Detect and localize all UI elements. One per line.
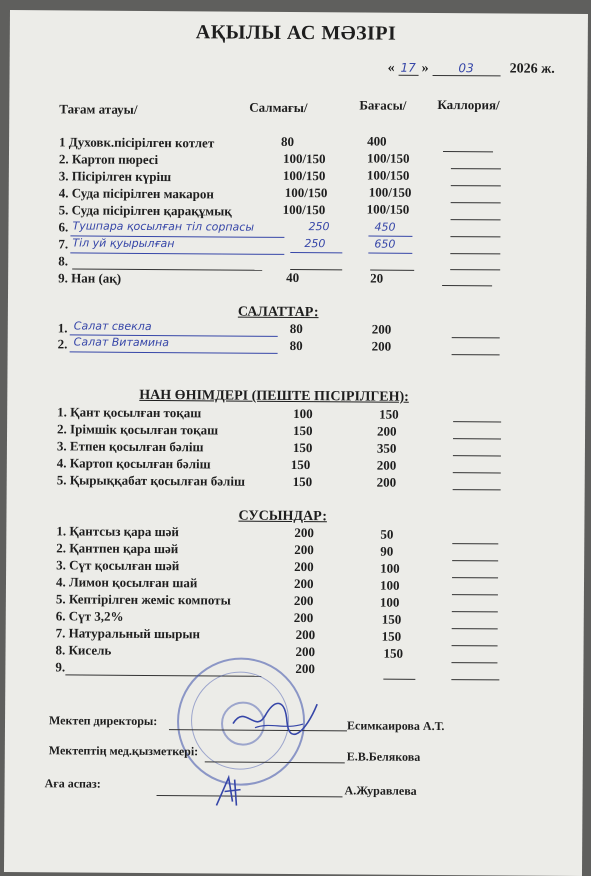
date-close-quote: » <box>421 60 429 76</box>
salad-prefix: 1. <box>57 320 68 336</box>
date-year: 2026 ж. <box>509 61 555 77</box>
drink-item-name: 2. Қантпен қара шәй <box>56 540 179 557</box>
calorie-blank-line <box>442 285 492 286</box>
bakery-item-weight: 150 <box>290 456 311 473</box>
main-item-name: 2. Картоп пюресі <box>58 151 159 168</box>
drink-item-weight: 200 <box>295 627 316 643</box>
calorie-blank-line <box>451 219 501 220</box>
header-name: Тағам атауы/ <box>59 101 138 117</box>
main-item-price: 450 <box>374 220 396 234</box>
main-item-weight: 100/150 <box>282 150 326 167</box>
director-signature <box>225 694 325 745</box>
bakery-item-weight: 100 <box>293 405 313 422</box>
main-item-price: 100/150 <box>366 201 410 217</box>
bakery-item-weight: 150 <box>293 422 313 439</box>
drink-item-price: 90 <box>380 543 394 559</box>
drink-item-weight: 200 <box>294 558 314 575</box>
main-item-weight: 100/150 <box>282 167 326 184</box>
bakery-item-weight: 150 <box>292 473 313 490</box>
salad-weight: 80 <box>289 337 303 354</box>
calorie-blank-line <box>450 236 500 237</box>
main-item-name: 9. Нан (ақ) <box>58 270 122 286</box>
page-title: АҚЫЛЫ АС МӘЗІРІ <box>195 21 397 45</box>
main-item-price: 650 <box>374 237 396 251</box>
entry-line <box>383 679 415 680</box>
bakery-item-price: 150 <box>379 406 399 422</box>
salad-price: 200 <box>371 321 392 337</box>
header-price: Бағасы/ <box>359 97 407 113</box>
main-item-weight: 80 <box>281 133 295 149</box>
drink-item-price: 150 <box>381 628 402 644</box>
salad-prefix: 2. <box>57 336 68 352</box>
drink-item-weight: 200 <box>295 661 315 677</box>
salad-price: 200 <box>371 338 392 354</box>
calorie-blank-line <box>452 354 500 355</box>
chef-signature <box>210 771 250 811</box>
main-item-weight: 250 <box>308 220 330 234</box>
drink-item-name: 7. Натуральный шырын <box>55 625 201 642</box>
drink-item-weight: 200 <box>294 541 314 558</box>
bakery-item-name: 1. Қант қосылған тоқаш <box>57 404 202 421</box>
drink-item-weight: 200 <box>293 609 314 626</box>
drink-item-name: 1. Қантсыз қара шәй <box>56 523 179 540</box>
bakery-item-name: 2. Ірімшік қосылған тоқаш <box>57 421 219 438</box>
calorie-blank-line <box>452 337 500 338</box>
main-item-price: 100/150 <box>366 167 410 183</box>
calorie-blank-line <box>452 611 498 612</box>
drink-item-price: 100 <box>380 560 400 576</box>
drink-item-price: 50 <box>380 526 394 542</box>
drink-item-name: 8. Кисель <box>55 642 112 658</box>
salad-handwritten: Салат Витамина <box>73 335 170 350</box>
main-item-prefix: 8. <box>58 253 69 269</box>
calorie-blank-line <box>451 202 501 203</box>
signature-role: Мектептің мед.қызметкері: <box>48 743 199 759</box>
main-item-price: 20 <box>370 270 384 286</box>
main-item-name: 4. Суда пісірілген макарон <box>58 185 214 202</box>
drink-item-name: 9. <box>55 659 66 675</box>
main-item-name: 1 Духовк.пісірілген котлет <box>59 134 215 151</box>
calorie-blank-line <box>453 421 501 422</box>
drink-item-price: 150 <box>383 645 404 661</box>
salad-handwritten: Салат свекла <box>73 319 152 333</box>
calorie-blank-line <box>453 472 501 473</box>
main-item-weight: 100/150 <box>282 201 326 218</box>
drinks-title: СУСЫНДАР: <box>238 508 327 525</box>
calorie-blank-line <box>452 628 498 629</box>
main-item-handwritten: Тушпара қосылған тіл сорпасы <box>72 219 255 234</box>
main-item-name: 3. Пісірілген күріш <box>58 168 172 185</box>
entry-line <box>290 252 342 253</box>
calorie-blank-line <box>453 455 501 456</box>
drink-item-weight: 200 <box>294 524 314 541</box>
signature-role: Аға аспаз: <box>44 776 101 791</box>
calorie-blank-line <box>453 438 501 439</box>
main-item-price: 400 <box>367 133 387 149</box>
main-item-handwritten: Тіл уй қуырылған <box>72 236 175 251</box>
header-calories: Каллория/ <box>437 96 500 113</box>
calorie-blank-line <box>451 679 499 680</box>
signature-name: Есимкаирова А.Т. <box>346 718 445 734</box>
signature-role: Мектеп директоры: <box>48 713 158 729</box>
salad-weight: 80 <box>289 320 303 337</box>
drink-item-name: 3. Сүт қосылған шәй <box>56 557 180 574</box>
date-line <box>388 61 555 78</box>
drink-item-price: 100 <box>379 577 400 593</box>
drink-item-price: 100 <box>379 594 400 610</box>
main-item-prefix: 6. <box>58 219 69 235</box>
date-month: 03 <box>432 61 500 76</box>
calorie-blank-line <box>451 185 501 186</box>
bakery-item-name: 3. Етпен қосылған бәліш <box>56 438 204 455</box>
calorie-blank-line <box>452 645 498 646</box>
calorie-blank-line <box>443 151 493 152</box>
calorie-blank-line <box>451 168 501 169</box>
main-item-price: 100/150 <box>366 150 410 166</box>
main-item-prefix: 7. <box>58 236 69 252</box>
header-weight: Салмағы/ <box>249 99 308 116</box>
calorie-blank-line <box>452 577 498 578</box>
entry-line <box>368 253 412 254</box>
bakery-item-price: 350 <box>376 440 397 456</box>
main-item-weight: 40 <box>286 269 300 286</box>
drink-item-weight: 200 <box>293 592 314 609</box>
entry-line <box>70 252 284 254</box>
main-item-price: 100/150 <box>368 184 412 200</box>
calorie-blank-line <box>450 253 500 254</box>
bakery-item-name: 4. Картоп қосылған бәліш <box>56 455 211 472</box>
calorie-blank-line <box>452 543 498 544</box>
bakery-item-price: 200 <box>376 474 397 490</box>
drink-item-name: 4. Лимон қосылған шай <box>55 574 198 591</box>
main-item-weight: 250 <box>304 237 326 251</box>
bakery-item-price: 200 <box>376 457 397 473</box>
date-open-quote: « <box>387 60 395 76</box>
calorie-blank-line <box>452 594 498 595</box>
calorie-blank-line <box>451 662 497 663</box>
bakery-item-weight: 150 <box>292 439 313 456</box>
drink-item-name: 5. Кептірілген жеміс компоты <box>55 591 231 608</box>
signature-name: А.Журавлева <box>344 783 417 798</box>
calorie-blank-line <box>453 489 501 490</box>
drink-item-name: 6. Сүт 3,2% <box>55 608 124 624</box>
main-item-name: 5. Суда пісірілген қарақұмық <box>58 202 232 219</box>
entry-line <box>70 351 278 353</box>
bakery-item-price: 200 <box>377 423 397 439</box>
salads-title: САЛАТТАР: <box>237 304 319 321</box>
drink-item-price: 150 <box>381 611 402 627</box>
drink-item-weight: 200 <box>293 575 314 592</box>
bakery-item-name: 5. Қырыққабат қосылған бәліш <box>56 472 246 489</box>
drink-item-weight: 200 <box>295 644 316 660</box>
calorie-blank-line <box>452 560 498 561</box>
main-item-weight: 100/150 <box>284 184 328 201</box>
bakery-title: НАН ӨНІМДЕРІ (ПЕШТЕ ПІСІРІЛГЕН): <box>139 387 409 405</box>
signature-name: Е.В.Белякова <box>346 749 421 764</box>
calorie-blank-line <box>450 269 500 270</box>
menu-sheet <box>4 10 588 876</box>
date-day: 17 <box>398 61 418 76</box>
